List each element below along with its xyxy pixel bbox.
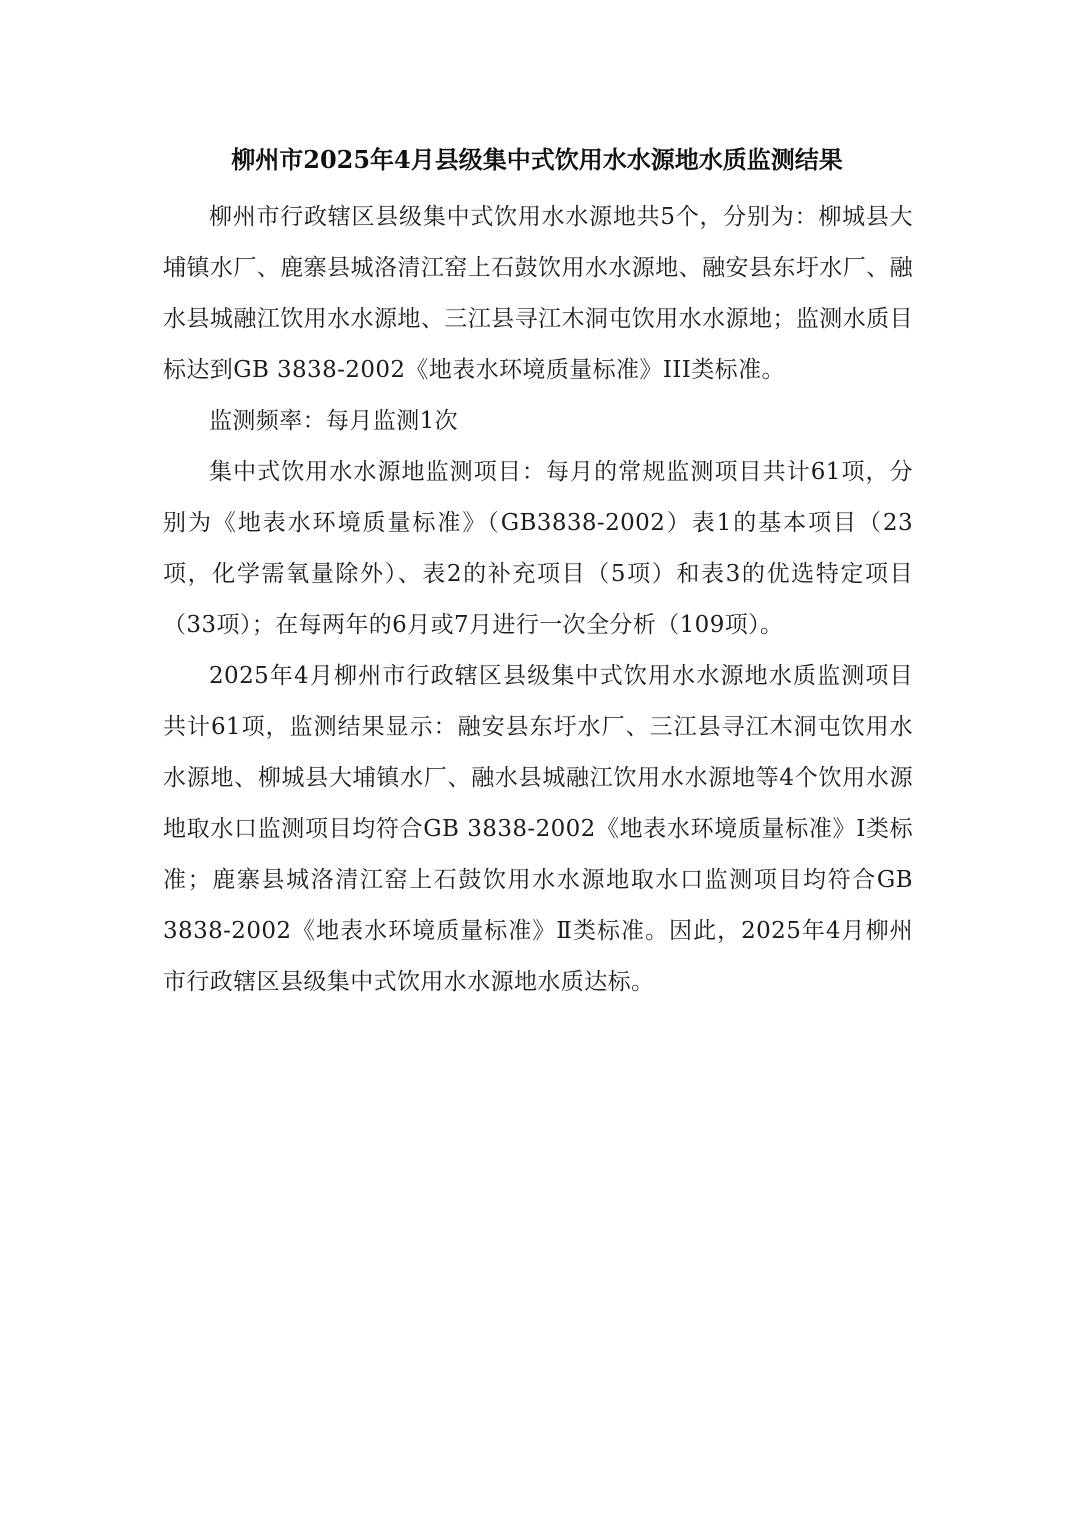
paragraph-water-sources: 柳州市行政辖区县级集中式饮用水水源地共5个，分别为：柳城县大埔镇水厂、鹿寨县城洛清江窑上石鼓饮用水水源地、融安县东圩水厂、融水县城融江饮用水水源地、三江县寻江木洞屯饮用水水源地；监测水质目标达到GB 3838-2002《地表水环境质量标准》III类标准。 — [163, 204, 913, 383]
paragraph-monitoring-results: 2025年4月柳州市行政辖区县级集中式饮用水水源地水质监测项目共计61项，监测结果显示：融安县东圩水厂、三江县寻江木洞屯饮用水水源地、柳城县大埔镇水厂、融水县城融江饮用水水源地等4个饮用水源地取水口监测项目均符合GB 3838-2002《地表水环境质量标准》Ⅰ类标准；鹿寨县城洛清江窑上石鼓饮用水水源地取水口监测项目均符合GB 3838-2002《地表水环境质量标准》Ⅱ类标准。因此，2025年4月柳州市行政辖区县级集中式饮用水水源地水质达标。 — [163, 663, 913, 995]
paragraph-monitoring-items: 集中式饮用水水源地监测项目：每月的常规监测项目共计61项，分别为《地表水环境质量标准》（GB3838-2002）表1的基本项目（23项，化学需氧量除外）、表2的补充项目（5项）和表3的优选特定项目（33项）；在每两年的6月或7月进行一次全分析（109项）。 — [163, 459, 913, 638]
page-title: 柳州市2025年4月县级集中式饮用水水源地水质监测结果 — [231, 145, 843, 174]
document-body — [163, 192, 913, 1008]
paragraph-monitoring-frequency: 监测频率：每月监测1次 — [209, 408, 459, 434]
